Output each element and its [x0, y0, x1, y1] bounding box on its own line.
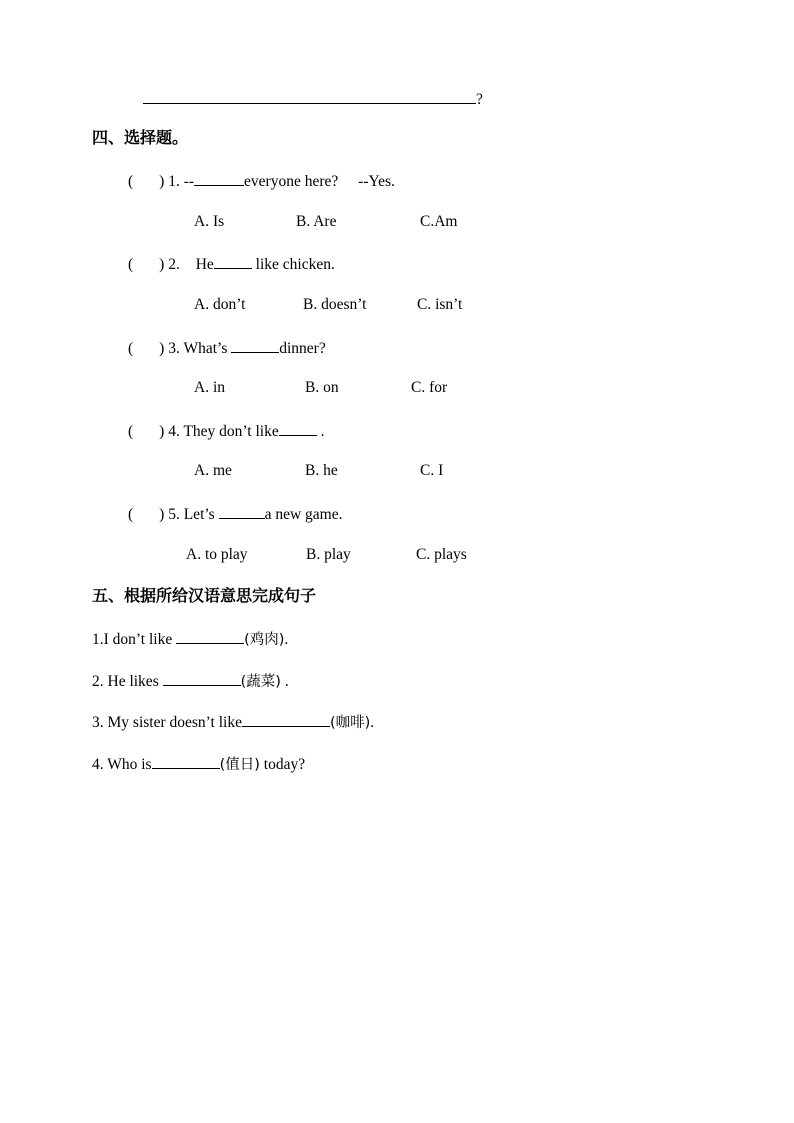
answer-slot[interactable]: [133, 254, 159, 269]
question-2: [128, 253, 335, 275]
question-text-before: They don’t like: [183, 423, 279, 440]
item-text-before: 4. Who is: [92, 756, 152, 773]
fill-blank[interactable]: [231, 337, 279, 353]
q1-option-b: B. Are: [296, 213, 337, 230]
answer-paren-open: (: [128, 506, 134, 523]
fill-blank[interactable]: [152, 753, 220, 769]
q1-option-a: A. Is: [194, 213, 225, 230]
q3-option-b: B. on: [305, 379, 339, 396]
question-3: [128, 337, 326, 359]
item-text-after: today?: [259, 756, 306, 773]
q5-option-b: B. play: [306, 546, 351, 563]
question-5: [128, 503, 343, 525]
question-number: 4.: [168, 423, 180, 440]
answer-slot[interactable]: [133, 421, 159, 436]
item-text-before: 1.I don’t like: [92, 631, 173, 648]
question-text-before: Let’s: [183, 506, 215, 523]
question-text-after: like chicken.: [255, 256, 335, 273]
question-1: [128, 170, 395, 192]
answer-blank[interactable]: [143, 88, 476, 104]
answer-slot[interactable]: [133, 171, 159, 186]
answer-paren-close: ): [159, 340, 165, 357]
question-text-before: What’s: [183, 340, 228, 357]
q4-option-b: B. he: [305, 462, 338, 479]
fill-blank[interactable]: [219, 503, 265, 519]
question-mark: ?: [476, 91, 483, 108]
answer-paren-open: (: [128, 423, 134, 440]
q5-option-c: C. plays: [416, 546, 467, 563]
chinese-hint: (咖啡): [329, 715, 371, 731]
answer-paren-open: (: [128, 340, 134, 357]
fill-blank[interactable]: [214, 253, 252, 269]
question-number: 2.: [168, 256, 180, 273]
translation-item-4: [92, 753, 305, 775]
previous-answer-line: [143, 88, 483, 110]
q1-option-c: C.Am: [420, 213, 458, 230]
question-text-after: a new game.: [264, 506, 343, 523]
question-number: 5.: [168, 506, 180, 523]
fill-blank[interactable]: [163, 670, 241, 686]
question-number: 1.: [168, 173, 180, 190]
question-4: [128, 420, 324, 442]
translation-item-1: [92, 628, 288, 650]
q3-option-a: A. in: [194, 379, 225, 396]
question-text-before: --: [183, 173, 195, 190]
answer-slot[interactable]: [133, 338, 159, 353]
answer-paren-close: ): [159, 256, 165, 273]
item-text-after: .: [370, 714, 375, 731]
q5-option-a: A. to play: [186, 546, 248, 563]
answer-paren-open: (: [128, 256, 134, 273]
answer-paren-open: (: [128, 173, 134, 190]
fill-blank[interactable]: [242, 711, 330, 727]
chinese-hint: (蔬菜): [240, 674, 281, 690]
question-response: --Yes.: [358, 173, 395, 190]
section-4-title: 四、选择题。: [92, 128, 189, 147]
fill-blank[interactable]: [176, 628, 244, 644]
q4-option-a: A. me: [194, 462, 232, 479]
fill-blank[interactable]: [279, 420, 317, 436]
question-number: 3.: [168, 340, 180, 357]
answer-paren-close: ): [159, 506, 165, 523]
question-text-before: He: [195, 256, 214, 273]
question-text-after: dinner?: [279, 340, 326, 357]
answer-paren-close: ): [159, 423, 165, 440]
item-text-after: .: [280, 673, 289, 690]
question-text-after: everyone here?: [244, 173, 339, 190]
chinese-hint: (鸡肉): [244, 632, 285, 648]
section-5-title: 五、根据所给汉语意思完成句子: [92, 586, 317, 605]
question-text-after: .: [320, 423, 325, 440]
item-text-after: .: [284, 631, 289, 648]
q2-option-c: C. isn’t: [417, 296, 463, 313]
fill-blank[interactable]: [194, 170, 244, 186]
q3-option-c: C. for: [411, 379, 448, 396]
item-text-before: 2. He likes: [92, 673, 159, 690]
translation-item-2: [92, 670, 289, 692]
q4-option-c: C. I: [420, 462, 444, 479]
answer-paren-close: ): [159, 173, 165, 190]
item-text-before: 3. My sister doesn’t like: [92, 714, 242, 731]
q2-option-a: A. don’t: [194, 296, 246, 313]
chinese-hint: (值日): [219, 757, 260, 773]
answer-slot[interactable]: [133, 504, 159, 519]
translation-item-3: [92, 711, 374, 733]
q2-option-b: B. doesn’t: [303, 296, 367, 313]
